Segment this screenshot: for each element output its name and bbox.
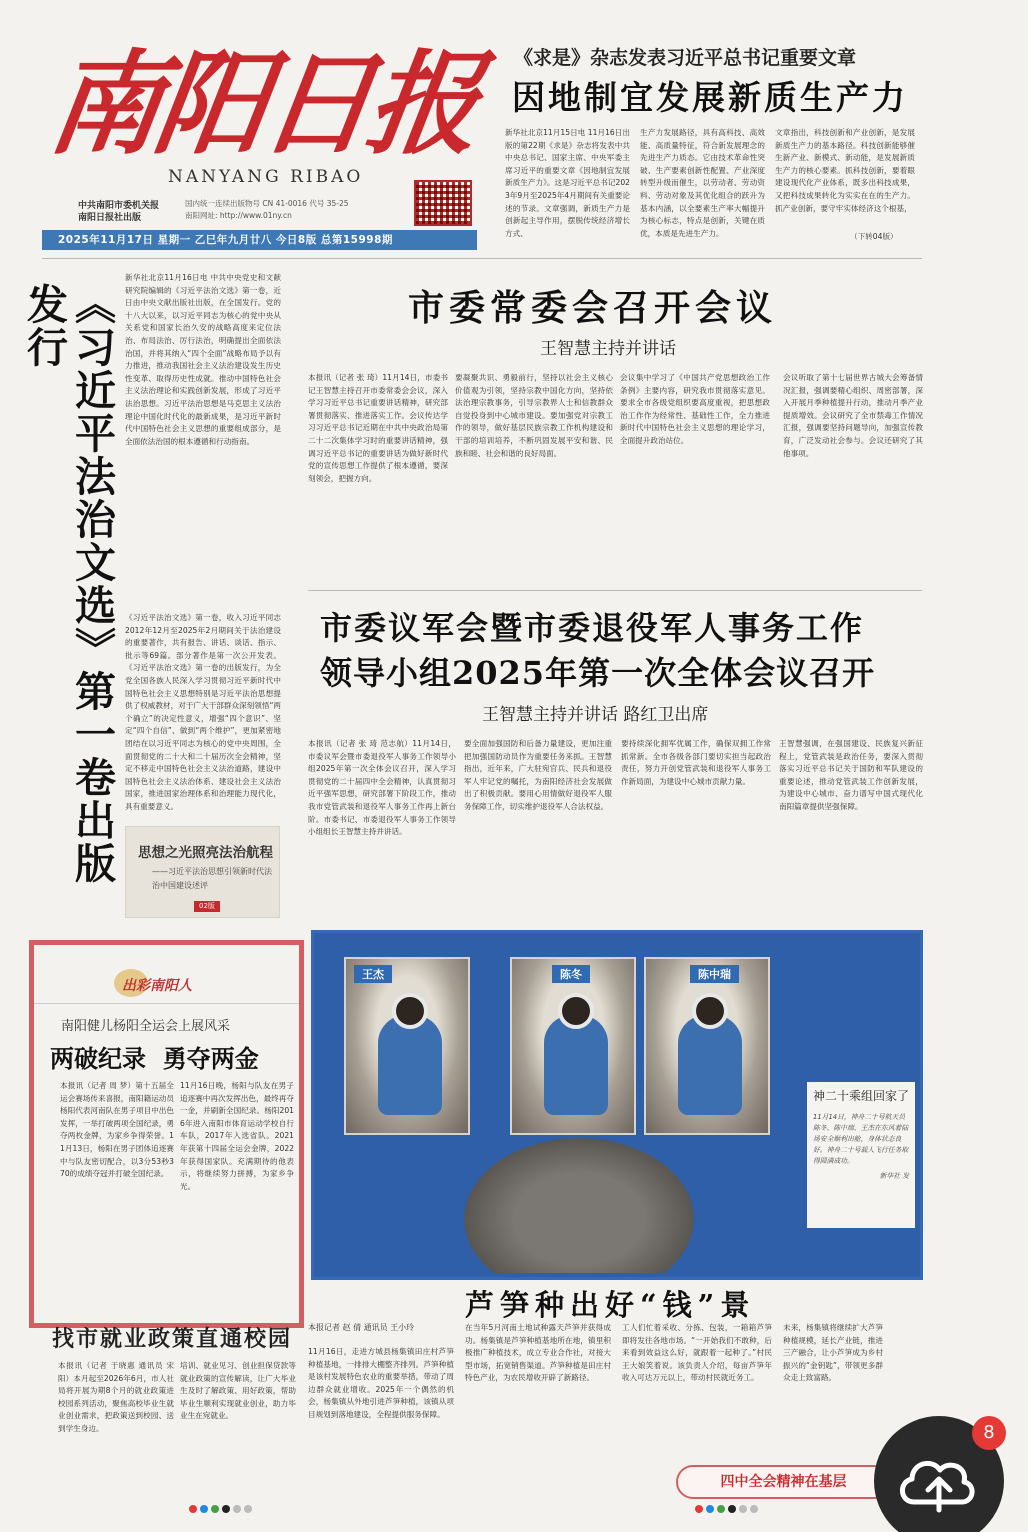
nyr-kicker: 南阳健儿杨阳全运会上展风采 [61,1019,231,1034]
page-indicator [695,1505,758,1513]
divider [42,258,922,259]
jobs-title: 找市就业政策直通校园 [52,1326,293,1352]
astronaut-head [692,993,728,1029]
lead-col-3: 文章指出，科技创新和产业创新，是发展新质生产力的基本路径。科技创新能够催生新产业、新模式、新动能，是发展新质生产力的核心要素。抓科技创新，要着眼建设现代化产业体系，既多出科技成果，又把科技成果转化为实实在在的生产力。抓产业创新，要守牢实体经济这个根基， [775,128,915,213]
astronaut-figure [678,1015,742,1115]
issn-line-2: 南阳网址: http://www.01ny.cn [185,211,292,220]
nyr-col-2: 11月16日晚，杨阳与队友在男子追逐赛中再次发挥出色，最终再夺一金，并刷新全国纪录。杨阳2016年进入南阳市体育运动学校自行车队，2017年入选省队。2021年获第十四届全运会金牌，2022年获得国家队。充满期待的他表示，将继续努力拼搏，为家乡争光。 [180,1081,294,1191]
promo-title: 思想之光照亮法治航程 [138,845,273,861]
astronaut-name-3: 陈中瑞 [690,965,739,983]
vertical-headline: 《习近平法治文选》第一卷出版发行 [20,283,116,885]
notification-badge: 8 [972,1416,1006,1450]
dot [244,1505,252,1513]
astronaut-photo-2 [510,957,636,1135]
vertical-body-2: 《习近平法治文选》第一卷，收入习近平同志2012年12月至2025年2月期间关于法治建设的重要著作，共有报告、讲话、谈话、指示、批示等69篇。部分著作是第一次公开发表。《习近平法治文选》第一卷的出版发行，为全党全国各族人民深入学习贯彻习近平新时代中国特色社会主义思想特别是习近平法治思想提供了权威教材，对于广大干部群众深刻领悟“两个确立”的决定性意义，增强“四个意识”、坚定“四个自信”、做到“两个维护”，更加紧密地团结在以习近平同志为核心的党中央周围，全面贯彻党的二十大和二十届历次全会精神，坚定不移走中国特色社会主义法治道路，建设中国特色社会主义法治体系、建设社会主义法治国家，推进国家治理体系和治理能力现代化，具有重要意义。 [125,613,281,811]
promo-subtitle: ——习近平法治思想引领新时代法治中国建设述评 [152,867,272,890]
standing-col-4: 会议听取了第十七届世界古城大会筹备情况汇报，强调要精心组织、周密部署，深入开展月季种植提升行动，推动月季产业提质增效。会议研究了全市禁毒工作情况汇报，强调要坚持问题导向，加强宣传教育，广泛发动社会参与。会议还研究了其他事项。 [783,373,923,458]
military-col-2: 要全面加强国防和后备力量建设，更加注重把加强国防动员作为重要任务来抓。王智慧指出，近年来，广大驻宛官兵、民兵和退役军人牢记党的嘱托，为南阳经济社会发展做出了积极贡献。要用心用情做好退役军人服务保障工作，切实维护退役军人合法权益。 [464,739,612,811]
standing-col-3: 会议集中学习了《中国共产党思想政治工作条例》主要内容，研究我市贯彻落实意见。要求全市各级党组织要高度重视，把思想政治工作作为经常性、基础性工作，全力推进新时代中国特色社会主义思想的理论学习，全面提升政治站位。 [620,373,770,445]
nanyang-person-logo-text: 出彩南阳人 [122,978,192,994]
caption-title: 神二十乘组回家了 [813,1089,910,1103]
standing-title: 市委常委会召开会议 [408,287,778,329]
masthead-logo: 南阳日报 [40,39,484,170]
bottom-banner[interactable]: 四中全会精神在基层 [676,1465,891,1499]
dot [200,1505,208,1513]
astronaut-photo-1 [344,957,470,1135]
vertical-body-1: 新华社北京11月16日电 中共中央党史和文献研究院编辑的《习近平法治文选》第一卷，近日由中央文献出版社出版，在全国发行。党的十八大以来，以习近平同志为核心的党中央从关系党和国家长治久安的战略高度来定位法治、布局法治、厉行法治，明确提出全面依法治国，并将其纳入“四个全面”战略布局予以有力推进，推动我国社会主义法治建设发生历史性变革、取得历史性成就。推动中国特色社会主义法治理论和实践创新发展，形成了习近平法治思想。习近平法治思想是马克思主义法治理论中国化时代化的最新成果，是习近平新时代中国特色社会主义思想的重要组成部分，是全面依法治国的根本遵循和行动指南。 [125,273,281,446]
nanyang-person-box [29,940,304,1328]
astronaut-name-2: 陈冬 [552,965,590,983]
astronaut-head [558,993,594,1029]
dot [211,1505,219,1513]
dot [750,1505,758,1513]
dot [222,1505,230,1513]
lead-title: 因地制宜发展新质生产力 [512,78,908,117]
military-title-1: 市委议军会暨市委退役军人事务工作 [320,609,865,647]
military-col-4: 王智慧强调，在强国建设、民族复兴新征程上，党管武装是政治任务，要深入贯彻落实习近平总书记关于国防和军队建设的重要论述，推动党管武装工作创新发展，为建设中心城市、奋力谱写中国式现代化南阳篇章提供坚强保障。 [779,739,923,811]
jobs-col-1: 本报讯（记者 于晓惠 通讯员 宋 阳）本月起至2026年6月，市人社局将开展为期8个月的就业政策进校园系列活动，聚焦高校毕业生就业创业需求，把政策送到校园、送到学生身边。 [58,1361,174,1433]
caption-credit: 新华社 发 [879,1172,909,1180]
reed-col-3: 工人们忙着采收、分拣、包装，一箱箱芦笋即将发往各地市场。“一开始我们不敢种，后来看到效益这么好，就跟着一起种了。”村民王大娘笑着说。该负责人介绍，每亩芦笋年收入可达万元以上，带动村民就近务工。 [622,1323,772,1383]
reed-title: 芦笋种出好“钱”景 [465,1288,756,1322]
military-title-2: 领导小组2025年第一次全体会议召开 [320,654,876,692]
standing-col-2: 要凝聚共识、勇毅前行，坚持以社会主义核心价值观为引领，坚持宗教中国化方向，坚持依法治理宗教事务，引导宗教界人士和信教群众自觉投身到中心城市建设。要加强党对宗教工作的领导，做好基层民族宗教工作机构建设和干部的培训培养，不断巩固发展平安和谐、民族和睦、社会和谐的良好局面。 [455,373,613,458]
lead-col-1: 新华社北京11月15日电 11月16日出版的第22期《求是》杂志将发表中共中央总书记、国家主席、中央军委主席习近平的重要文章《因地制宜发展新质生产力》。这是习近平总书记2023年9月至2025年4月期间有关重要论述的节录。文章强调，新质生产力是创新起主导作用，摆脱传统经济增长方式、 [505,128,630,238]
masthead-pinyin: NANYANG RIBAO [168,167,364,187]
page-indicator [189,1505,252,1513]
dot [739,1505,747,1513]
photo-caption [807,1082,915,1228]
dot [189,1505,197,1513]
reed-col-4: 未来，杨集镇将继续扩大芦笋种植规模，延长产业链，推进三产融合，让小芦笋成为乡村振兴的“金钥匙”，带领更多群众走上致富路。 [783,1323,883,1383]
publisher-line-2: 南阳日报社出版 [78,213,142,223]
dot [717,1505,725,1513]
astronaut-head [392,993,428,1029]
publisher-line-1: 中共南阳市委机关报 [78,201,160,211]
promo-box[interactable] [125,826,280,918]
reed-col-1: 11月16日，走进方城县杨集镇田庄村芦笋种植基地，一排排大棚整齐排列。芦笋种植是该村发展特色农业的重要举措，带动了周边群众就业增收。2025年一个偶然的机会，杨集镇从外地引进芦笋种植，该镇从项目规划到落地建设，全程提供服务保障。 [308,1347,454,1419]
standing-col-1: 本报讯（记者 张 琦）11月14日，市委书记王智慧主持召开市委常委会会议，深入学习习近平总书记重要讲话精神，研究部署贯彻落实、推进落实工作。会议传达学习习近平总书记近期在中共中央政治局第二十二次集体学习时的重要讲话精神，强调习近平总书记的重要讲话为做好新时代党的宣传思想工作提供了根本遵循，要深刻领会，把握方向。 [308,373,448,483]
date-bar: 2025年11月17日 星期一 乙巳年九月廿八 今日8版 总第15998期 [42,230,477,250]
lead-col-2: 生产力发展路径，具有高科技、高效能、高质量特征，符合新发展理念的先进生产力质态。它由技术革命性突破、生产要素创新性配置、产业深度转型升级而催生，以劳动者、劳动资料、劳动对象及其优化组合的跃升为基本内涵，以全要素生产率大幅提升为核心标志，特点是创新，关键在质优，本质是先进生产力。 [640,128,765,238]
dot [233,1505,241,1513]
astronaut-figure [378,1015,442,1115]
astronaut-figure [544,1015,608,1115]
nyr-col-1: 本报讯（记者 周 梦）第十五届全运会赛场传来喜报，南阳籍运动员杨阳代表河南队在男子项目中出色发挥，一举打破两项全国纪录，勇夺两枚金牌，为家乡争得荣誉。11月13日，杨阳在男子团体追逐赛中与队友密切配合，以3分53秒370的成绩夺冠并打破全国纪录。 [60,1081,174,1179]
reed-col-2: 在当年5月河南土地试种露天芦笋并获得成功。杨集镇是芦笋种植基地所在地，镇里积极推广种植技术，成立专业合作社，对接大型市场，拓宽销售渠道。芦笋种植是田庄村特色产业，为农民增收开辟了新路径。 [465,1323,611,1383]
astronaut-name-1: 王杰 [354,965,392,983]
military-col-1: 本报讯（记者 张 琦 范志航）11月14日，市委议军会暨市委退役军人事务工作领导小组2025年第一次全体会议召开，深入学习贯彻党的二十届四中全会精神，认真贯彻习近平强军思想，研究部署下阶段工作，推动我市党管武装和退役军人事务工作再上新台阶。市委书记、市委退役军人事务工作领导小组组长王智慧主持并讲话。 [308,739,456,837]
promo-tag: 02版 [194,901,220,912]
divider [308,590,922,591]
astronaut-photo-3 [644,957,770,1135]
nanyang-person-logo [114,969,214,999]
issn-line-1: 国内统一连续出版物号 CN 41-0016 代号 35-25 [185,199,349,208]
return-capsule [464,1138,694,1273]
qr-code-icon [414,180,472,226]
military-subtitle: 王智慧主持并讲话 路红卫出席 [482,705,709,725]
nyr-title: 两破纪录 勇夺两金 [50,1044,259,1073]
caption-body: 11月14日，神舟二十号航天员陈冬、陈中瑞、王杰在东风着陆场安全顺利出舱，身体状态良好。神舟二十号载人飞行任务取得圆满成功。 [813,1113,909,1165]
divider [34,1003,299,1004]
dot [728,1505,736,1513]
publisher-info [78,200,159,224]
dot [706,1505,714,1513]
reed-byline: 本报记者 赵 倩 通讯员 王小玲 [308,1323,415,1332]
jobs-col-2: 培训、就业见习、创业担保贷款等就业政策的宣传解读，让广大毕业生及时了解政策、用好政策，帮助毕业生顺利实现就业创业，助力毕业生在宛就业。 [180,1361,296,1421]
lead-continued[interactable]: （下转04版） [850,232,898,241]
issn-info [185,198,349,222]
military-col-3: 要持续深化拥军优属工作，确保双拥工作常抓常新。全市各级各部门要切实担当起政治责任，努力开创党管武装和退役军人事务工作新局面，为建设中心城市贡献力量。 [621,739,771,786]
dot [695,1505,703,1513]
lead-kicker: 《求是》杂志发表习近平总书记重要文章 [514,47,857,69]
standing-subtitle: 王智慧主持并讲话 [540,339,676,359]
